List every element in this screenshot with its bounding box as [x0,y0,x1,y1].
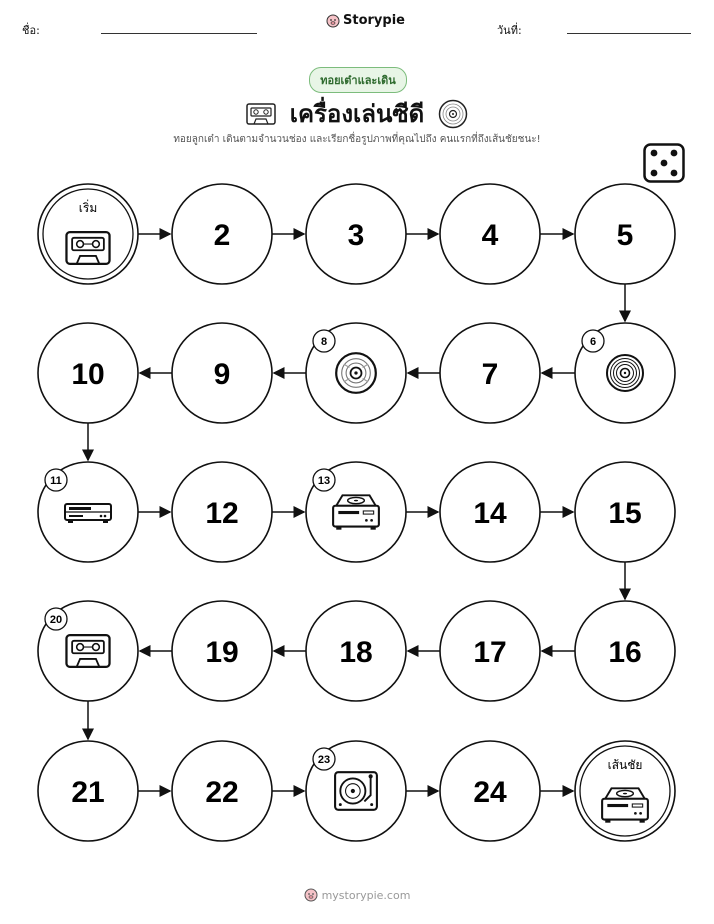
space-number-badge: 8 [320,336,328,348]
dvd-player-icon [65,504,111,523]
space-number: 19 [205,636,239,669]
board-space-19 [172,601,272,701]
cd-player-icon [333,495,379,529]
title-text: เครื่องเล่นซีดี [289,100,425,128]
space-number: 22 [205,776,239,809]
board-space-2 [172,184,272,284]
board-space-16 [575,601,675,701]
finish-label: เส้นชัย [607,758,643,772]
board-space-7 [440,323,540,423]
compact-disc-icon [336,353,376,393]
space-number-badge: 13 [317,475,331,487]
space-number: 16 [608,636,642,669]
dice-icon [643,143,685,183]
space-number: 24 [473,776,507,809]
space-number: 10 [71,358,105,391]
cd-player-icon [602,788,648,822]
board-space-12 [172,462,272,562]
board-space-21 [38,741,138,841]
space-number: 2 [213,219,231,252]
space-number-badge: 23 [317,754,331,766]
board-space-24 [440,741,540,841]
board-space-9 [172,323,272,423]
space-number: 9 [213,358,231,391]
space-number-badge: 11 [50,475,62,487]
turntable-icon [335,772,377,810]
board-space-6 [575,323,675,423]
space-number-badge: 6 [589,336,597,348]
game-type-badge: ทอยเต๋าและเดิน [309,67,407,93]
finish-space [575,741,675,841]
board-space-8 [306,323,406,423]
pig-mascot-icon [304,888,318,902]
board-space-11 [38,462,138,562]
space-number-badge: 20 [49,614,63,626]
space-number: 7 [481,358,499,391]
board-space-17 [440,601,540,701]
vinyl-record-icon [607,355,643,391]
start-label: เริ่ม [78,201,98,215]
space-number: 3 [347,219,365,252]
space-number: 15 [608,497,642,530]
board-space-18 [306,601,406,701]
board-space-15 [575,462,675,562]
instructions-text: ทอยลูกเต๋า เดินตามจำนวนช่อง และเรียกชื่อรูปภาพที่คุณไปถึง คนแรกที่ถึงเส้นชัยชนะ! [173,134,541,145]
board-space-22 [172,741,272,841]
start-space [38,184,138,284]
board-space-20 [38,601,138,701]
name-label: ชื่อ: [22,24,40,37]
board-space-14 [440,462,540,562]
space-number: 18 [339,636,373,669]
board-space-10 [38,323,138,423]
cassette-icon [66,635,109,667]
board-space-5 [575,184,675,284]
space-number: 21 [71,776,105,809]
board-space-3 [306,184,406,284]
footer-url[interactable]: mystorypie.com [321,888,411,902]
date-label: วันที่: [497,24,522,37]
space-number: 12 [205,497,239,530]
cassette-icon [66,232,109,264]
space-number: 4 [481,219,499,252]
space-number: 5 [616,219,634,252]
space-number: 14 [473,497,507,530]
board-space-13 [306,462,406,562]
space-number: 17 [473,636,507,669]
footer [0,888,714,902]
board-space-4 [440,184,540,284]
brand-name: Storypie [343,13,405,28]
board-space-23 [306,741,406,841]
